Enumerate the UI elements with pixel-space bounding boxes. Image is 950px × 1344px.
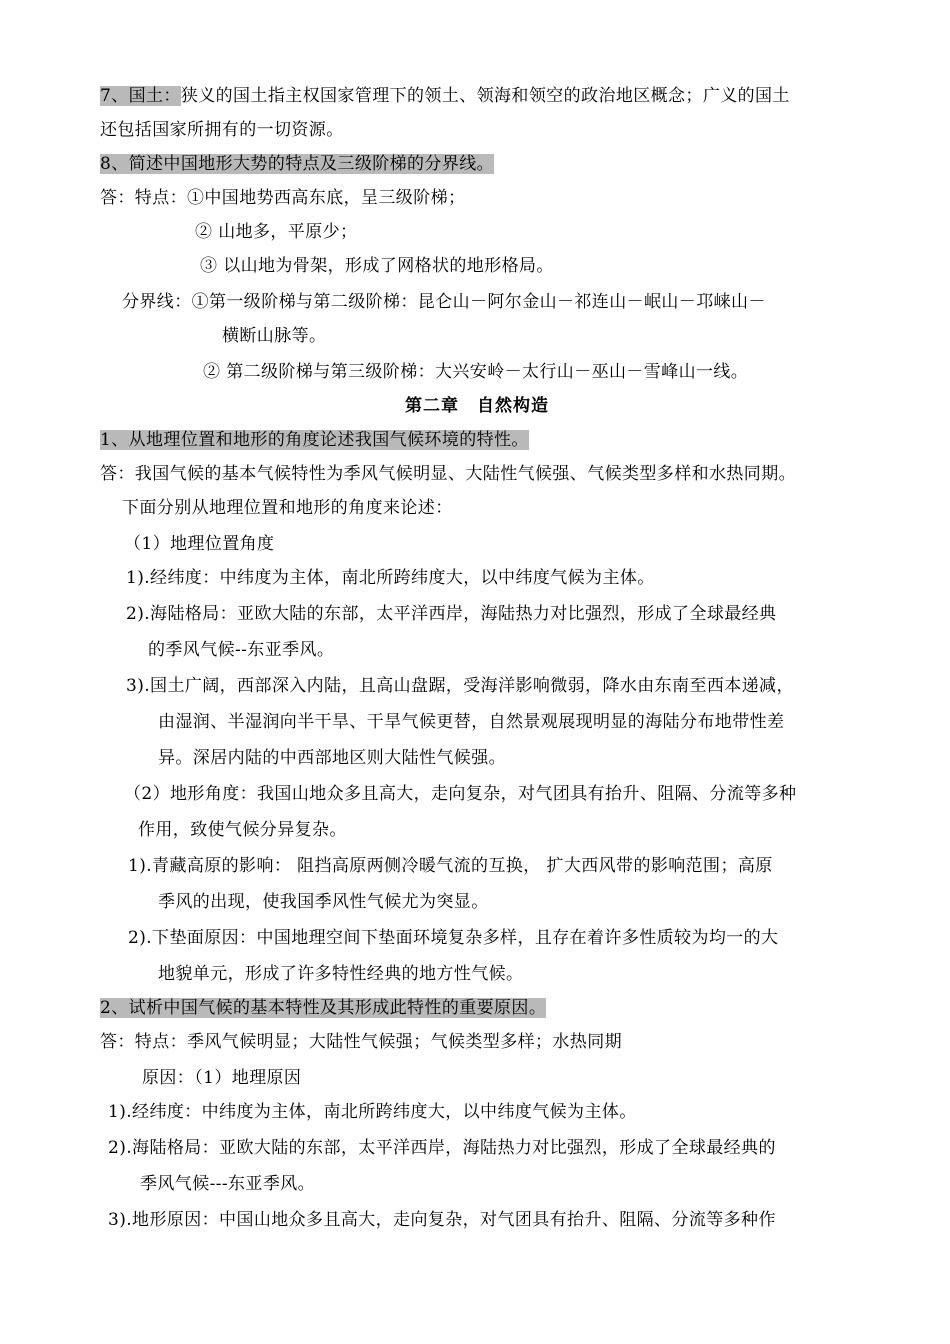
q8-title: [100, 152, 494, 176]
c2-line-4: 2).海陆格局：亚欧大陆的东部，太平洋西岸，海陆热力对比强烈，形成了全球最经典的: [108, 1138, 776, 1158]
c1-line-15: 地貌单元，形成了许多特性经典的地方性气候。: [158, 964, 524, 984]
c2-line-1: 答：特点：季风气候明显；大陆性气候强；气候类型多样；水热同期: [100, 1032, 622, 1052]
q8-answer-line-3: ③ 以山地为骨架，形成了网格状的地形格局。: [200, 256, 554, 276]
q8-boundary-line-1: 分界线：①第一级阶梯与第二级阶梯：昆仑山－阿尔金山－祁连山－岷山－邛崃山－: [122, 292, 766, 312]
c1-line-2: 下面分别从地理位置和地形的角度来论述：: [122, 498, 453, 518]
c1-line-8: 由湿润、半湿润向半干旱、干旱气候更替，自然景观展现明显的海陆分布地带性差: [158, 712, 785, 732]
c1-line-7: 3).国土广阔，西部深入内陆，且高山盘踞，受海洋影响微弱，降水由东南至西本递减，: [126, 676, 794, 696]
c2-line-6: 3).地形原因：中国山地众多且高大，走向复杂，对气团具有抬升、阻隔、分流等多种作: [108, 1210, 776, 1230]
q7-continuation: 还包括国家所拥有的一切资源。: [100, 120, 344, 140]
c2-line-5: 季风气候---东亚季风。: [140, 1174, 316, 1194]
q7-text: 狭义的国土指主权国家管理下的领土、领海和领空的政治地区概念；广义的国土: [180, 86, 790, 106]
c2-line-3: 1).经纬度：中纬度为主体，南北所跨纬度大，以中纬度气候为主体。: [108, 1102, 637, 1122]
c2-line-2: 原因：（1）地理原因: [142, 1068, 302, 1088]
c1-line-11: 作用，致使气候分异复杂。: [138, 820, 347, 840]
q8-answer-line-1: 答：特点：①中国地势西高东底，呈三级阶梯；: [100, 188, 466, 208]
q7-label: 7、国土：: [100, 86, 181, 106]
c1-line-9: 异。深居内陆的中西部地区则大陆性气候强。: [158, 748, 506, 768]
c2-title: [100, 996, 546, 1020]
c1-line-6: 的季风气候--东亚季风。: [148, 640, 335, 660]
c1-line-13: 季风的出现，使我国季风性气候尤为突显。: [158, 892, 489, 912]
c1-line-12: 1).青藏高原的影响： 阻挡高原两侧冷暖气流的互换， 扩大西风带的影响范围；高原: [128, 856, 773, 876]
c1-line-10: （2）地形角度：我国山地众多且高大，走向复杂，对气团具有抬升、阻隔、分流等多种: [124, 784, 797, 804]
c1-title-text: 1、从地理位置和地形的角度论述我国气候环境的特性。: [100, 430, 529, 450]
q8-answer-line-2: ② 山地多，平原少；: [195, 222, 358, 242]
q8-boundary-line-1-cont: 横断山脉等。: [222, 326, 327, 346]
q8-boundary-line-2: ② 第二级阶梯与第三级阶梯：大兴安岭－太行山－巫山－雪峰山一线。: [203, 362, 749, 382]
c1-line-3: （1）地理位置角度: [124, 534, 275, 554]
q7-line: [100, 84, 790, 108]
chapter-title: 第二章 自然构造: [405, 396, 549, 416]
c2-title-text: 2、试析中国气候的基本特性及其形成此特性的重要原因。: [100, 998, 547, 1018]
c1-line-5: 2).海陆格局：亚欧大陆的东部，太平洋西岸，海陆热力对比强烈，形成了全球最经典: [126, 604, 777, 624]
c1-line-1: 答：我国气候的基本气候特性为季风气候明显、大陆性气候强、气候类型多样和水热同期。: [100, 464, 796, 484]
q8-title-text: 8、简述中国地形大势的特点及三级阶梯的分界线。: [100, 154, 495, 174]
c1-line-14: 2).下垫面原因：中国地理空间下垫面环境复杂多样，且存在着许多性质较为均一的大: [128, 928, 779, 948]
c1-title: [100, 428, 529, 452]
c1-line-4: 1).经纬度：中纬度为主体，南北所跨纬度大，以中纬度气候为主体。: [126, 568, 655, 588]
